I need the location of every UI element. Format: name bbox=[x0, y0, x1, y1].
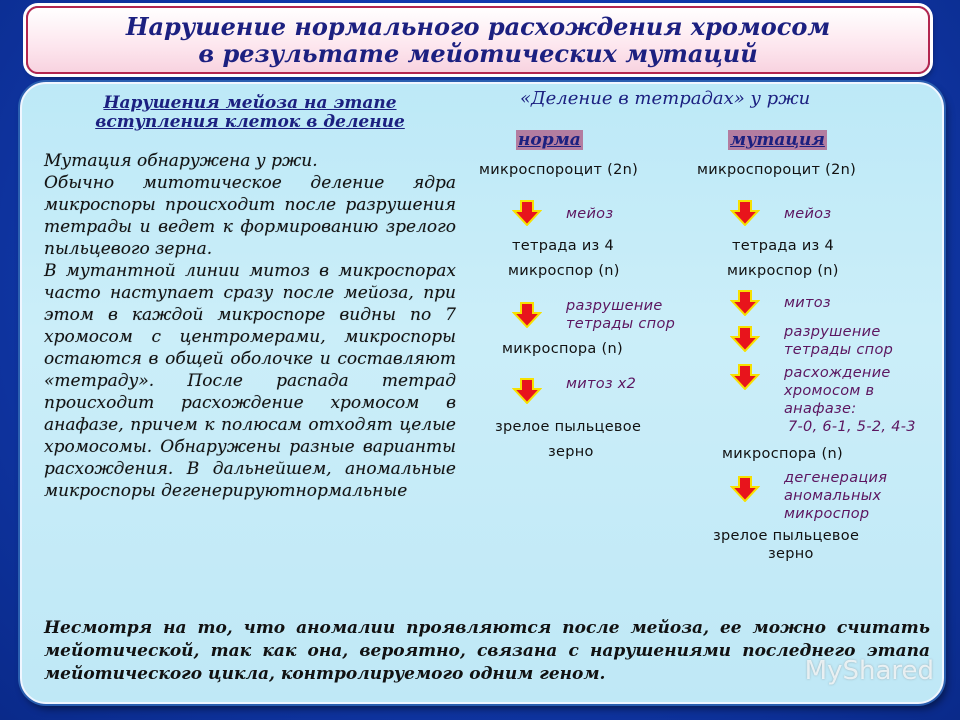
norm-heading-label: норма bbox=[518, 130, 581, 150]
norm-tetrad-line-1: тетрада из 4 bbox=[512, 238, 614, 254]
scheme-title: «Деление в тетрадах» у ржи bbox=[520, 88, 811, 109]
down-arrow-icon bbox=[730, 476, 760, 502]
paragraph-3: В мутантной линии митоз в микроспорах часто наступает сразу после мейоза, при этом в каждой микроспоре видны по 7 хромосом с центромерами, микроспоры остаются в общей оболочке и составляют «тетраду». После распада тетрад происходит расхождение хромосом в анафазе, причем к полюсам отходят целые хромосомы. Обнаружены разные варианты расхождения. В дальнейшем, аномальные микроспоры дегенерируютнормальные bbox=[44, 261, 456, 501]
norm-end-line-2: зерно bbox=[548, 444, 594, 460]
norm-heading bbox=[516, 130, 583, 150]
norm-tetrad-line-2: микроспор (n) bbox=[508, 263, 620, 279]
norm-step-destruction-line-1: разрушение bbox=[566, 298, 663, 314]
mutation-step-degeneration bbox=[784, 469, 887, 523]
norm-step-destruction bbox=[566, 297, 675, 333]
norm-step-mitosis: митоз х2 bbox=[566, 376, 637, 392]
mutation-step-anaphase bbox=[784, 364, 916, 436]
mutation-tetrad-line-2: микроспор (n) bbox=[727, 263, 839, 279]
norm-start: микроспороцит (2n) bbox=[479, 162, 639, 178]
mutation-step-degeneration-line-2: аномальных bbox=[784, 488, 882, 504]
paragraph-1: Мутация обнаружена у ржи. bbox=[44, 151, 318, 171]
title-line-1: Нарушение нормального расхождения хромосом bbox=[125, 12, 831, 41]
left-heading-line-2: вступления клеток в деление bbox=[95, 112, 405, 132]
down-arrow-icon bbox=[512, 302, 542, 328]
mutation-step-anaphase-line-2: хромосом в bbox=[784, 383, 875, 399]
down-arrow-icon bbox=[730, 200, 760, 226]
mutation-step-anaphase-line-3: анафазе: bbox=[784, 401, 857, 417]
mutation-microspore: микроспора (n) bbox=[722, 446, 843, 462]
norm-step-meiosis: мейоз bbox=[566, 206, 614, 222]
mutation-step-degeneration-line-3: микроспор bbox=[784, 506, 870, 522]
left-heading bbox=[70, 94, 430, 132]
mutation-heading bbox=[728, 130, 827, 150]
norm-microspore: микроспора (n) bbox=[502, 341, 623, 357]
watermark: MyShared bbox=[804, 656, 934, 686]
mutation-step-destruction bbox=[784, 323, 893, 359]
mutation-step-degeneration-line-1: дегенерация bbox=[784, 470, 888, 486]
mutation-step-destruction-line-2: тетрады спор bbox=[784, 342, 894, 358]
left-description bbox=[44, 150, 456, 502]
conclusion-text: Несмотря на то, что аномалии проявляются после мейоза, ее можно считать мейотической, так как она, вероятно, связана с нарушениями последнего этапа мейотического цикла, контролируемого одним геном. bbox=[44, 618, 930, 684]
mutation-step-anaphase-variants: 7-0, 6-1, 5-2, 4-3 bbox=[788, 419, 916, 435]
down-arrow-icon bbox=[730, 364, 760, 390]
mutation-start: микроспороцит (2n) bbox=[697, 162, 857, 178]
down-arrow-icon bbox=[512, 200, 542, 226]
down-arrow-icon bbox=[512, 378, 542, 404]
left-heading-line-1: Нарушения мейоза на этапе bbox=[103, 93, 397, 113]
mutation-end-line-1: зрелое пыльцевое bbox=[713, 528, 860, 544]
mutation-step-meiosis: мейоз bbox=[784, 206, 832, 222]
down-arrow-icon bbox=[730, 290, 760, 316]
mutation-tetrad-line-1: тетрада из 4 bbox=[732, 238, 834, 254]
mutation-step-mitosis: митоз bbox=[784, 295, 831, 311]
title-banner bbox=[26, 6, 930, 74]
norm-step-destruction-line-2: тетрады спор bbox=[566, 316, 676, 332]
paragraph-2: Обычно митотическое деление ядра микроспоры происходит после разрушения тетрады и ведет к формированию зрелого пыльцевого зерна. bbox=[44, 173, 456, 259]
title-line-2: в результате мейотических мутаций bbox=[198, 39, 758, 68]
mutation-step-destruction-line-1: разрушение bbox=[784, 324, 881, 340]
mutation-end-line-2: зерно bbox=[768, 546, 814, 562]
down-arrow-icon bbox=[730, 326, 760, 352]
norm-end-line-1: зрелое пыльцевое bbox=[495, 419, 642, 435]
mutation-heading-label: мутация bbox=[730, 130, 825, 150]
mutation-step-anaphase-line-1: расхождение bbox=[784, 365, 891, 381]
